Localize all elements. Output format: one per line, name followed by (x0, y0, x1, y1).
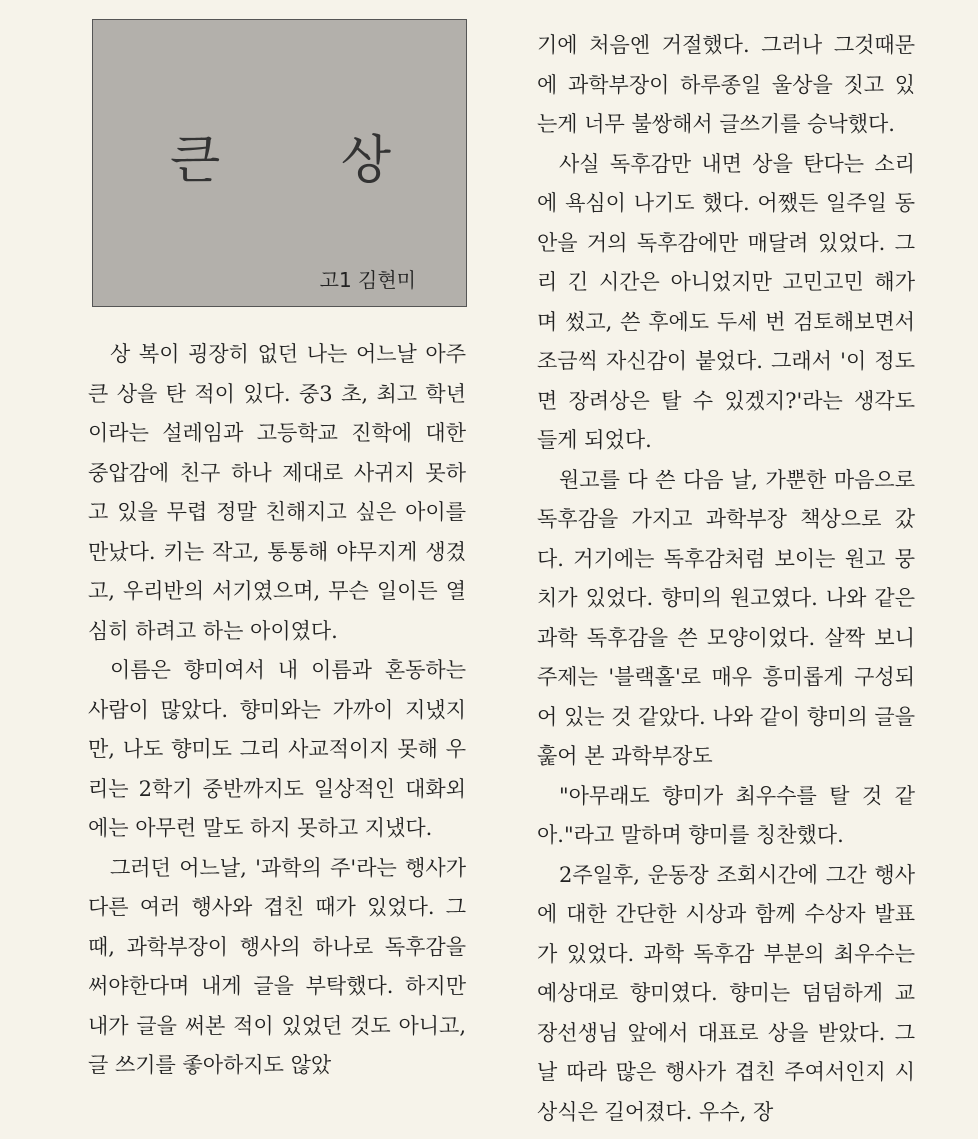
paragraph: 이름은 향미여서 내 이름과 혼동하는 사람이 많았다. 향미와는 가까이 지냈지만, 나도 향미도 그리 사교적이지 못해 우리는 2학기 중반까지도 일상적인 대화외에는 아무런 말도 하지 못하고 지냈다. (88, 658, 466, 840)
paragraph: 2주일후, 운동장 조회시간에 그간 행사에 대한 간단한 시상과 함께 수상자 발표가 있었다. 과학 독후감 부분의 최우수는 예상대로 향미였다. 향미는 덤덤하게 교장선생님 앞에서 대표로 상을 받았다. 그날 따라 많은 행사가 겹친 주여서인지 시상식은 길어졌다. 우수, 장 (537, 862, 915, 1124)
paragraph: 그러던 어느날, '과학의 주'라는 행사가 다른 여러 행사와 겹친 때가 있었다. 그 때, 과학부장이 행사의 하나로 독후감을 써야한다며 내게 글을 부탁했다. 하지만 내가 글을 써본 적이 있었던 것도 아니고, 글 쓰기를 좋아하지도 않았 (88, 855, 466, 1077)
paragraph: 원고를 다 쓴 다음 날, 가뿐한 마음으로 독후감을 가지고 과학부장 책상으로 갔다. 거기에는 독후감처럼 보이는 원고 뭉치가 있었다. 향미의 원고였다. 나와 같은 과학 독후감을 쓴 모양이었다. 살짝 보니 주제는 '블랙홀'로 매우 흥미롭게 구성되어 있는 것 같았다. 나와 같이 향미의 글을 훑어 본 과학부장도 (537, 467, 915, 768)
author-byline: 고1 김현미 (319, 268, 416, 292)
paragraph: "아무래도 향미가 최우수를 탈 것 같아."라고 말하며 향미를 칭찬했다. (537, 783, 915, 847)
left-column (88, 335, 466, 1086)
paragraph: 기에 처음엔 거절했다. 그러나 그것때문에 과학부장이 하루종일 울상을 짓고 있는게 너무 불쌍해서 글쓰기를 승낙했다. (537, 33, 915, 136)
paragraph: 사실 독후감만 내면 상을 탄다는 소리에 욕심이 나기도 했다. 어쨌든 일주일 동안을 거의 독후감에만 매달려 있었다. 그리 긴 시간은 아니었지만 고민고민 해가며 썼고, 쓴 후에도 두세 번 검토해보면서 조금씩 자신감이 붙었다. 그래서 '이 정도면 장려상은 탈 수 있겠지?'라는 생각도 들게 되었다. (537, 151, 915, 452)
article-title: 큰 상 (170, 131, 443, 191)
right-column (537, 26, 915, 1132)
title-box (92, 19, 467, 307)
paragraph: 상 복이 굉장히 없던 나는 어느날 아주 큰 상을 탄 적이 있다. 중3 초, 최고 학년이라는 설레임과 고등학교 진학에 대한 중압감에 친구 하나 제대로 사귀지 못하고 있을 무렵 정말 친해지고 싶은 아이를 만났다. 키는 작고, 통통해 야무지게 생겼고, 우리반의 서기였으며, 무슨 일이든 열심히 하려고 하는 아이였다. (88, 342, 466, 643)
